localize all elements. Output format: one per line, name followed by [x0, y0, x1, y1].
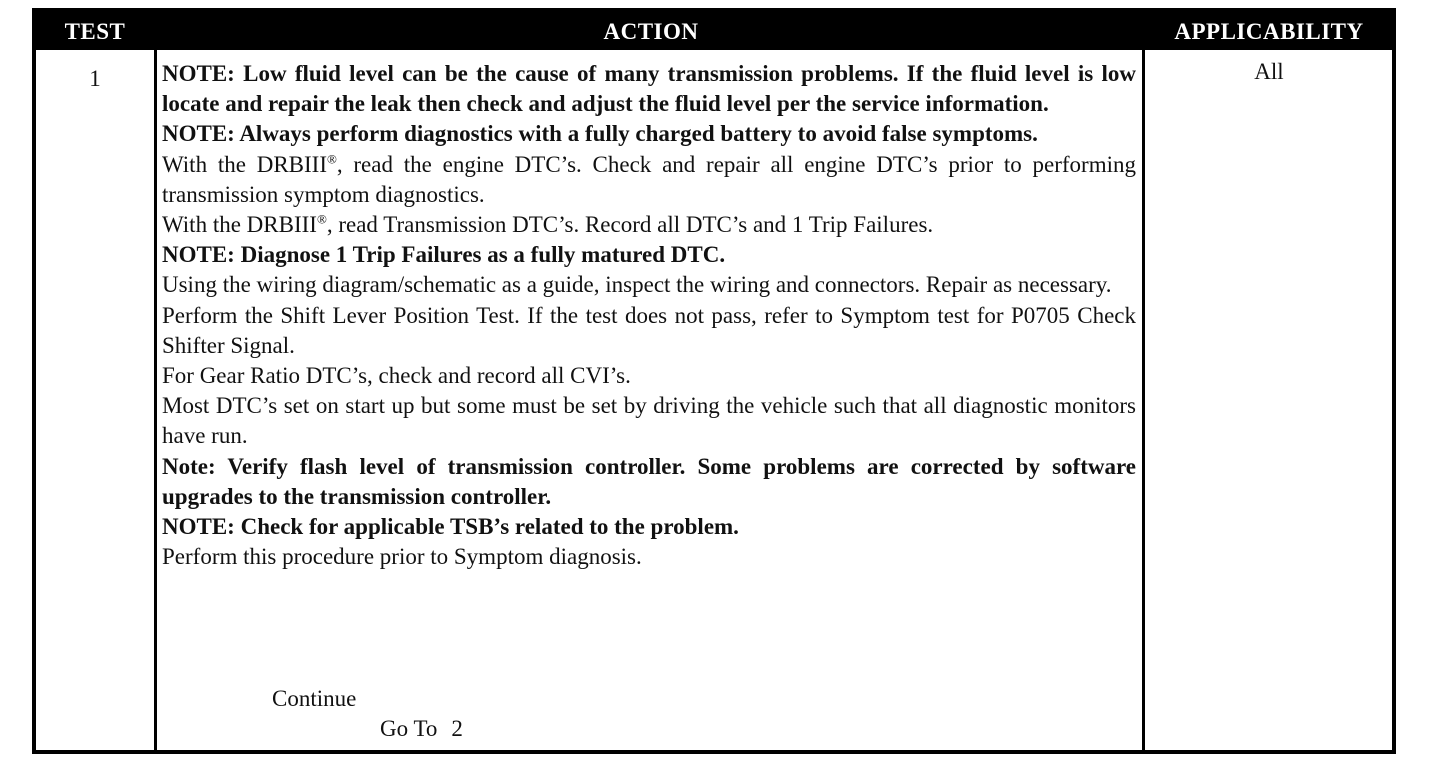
action-instructions [162, 59, 1136, 572]
applicability-value: All [1254, 59, 1284, 84]
action-paragraph-note: NOTE: Always perform diagnostics with a fully charged battery to avoid false symptoms. [162, 121, 1038, 147]
header-action: ACTION [603, 19, 699, 44]
action-paragraph-note: Note: Verify flash level of transmission controller. Some problems are corrected by software upgrades to the transmission controller. [162, 453, 1136, 509]
action-paragraph: With the DRBIII®, read the engine DTC’s. Check and repair all engine DTC’s prior to performing transmission symptom diagnostics. [162, 150, 1136, 207]
action-paragraph-note: NOTE: Diagnose 1 Trip Failures as a fully matured DTC. [162, 242, 726, 268]
column-divider-action-applicability [1142, 12, 1145, 750]
column-divider-test-action [154, 12, 157, 750]
goto-line [272, 714, 463, 744]
diagnostic-test-table [32, 8, 1396, 754]
action-paragraph: Using the wiring diagram/schematic as a guide, inspect the wiring and connectors. Repair as necessary. [162, 272, 1112, 298]
action-paragraph-note: NOTE: Check for applicable TSB’s related to the problem. [162, 514, 739, 540]
table-header-row [36, 12, 1392, 50]
test-number: 1 [89, 66, 101, 91]
action-paragraph: With the DRBIII®, read Transmission DTC’s. Record all DTC’s and 1 Trip Failures. [162, 211, 934, 238]
goto-target[interactable]: 2 [451, 716, 463, 741]
header-applicability: APPLICABILITY [1174, 19, 1364, 44]
action-paragraph: Perform this procedure prior to Symptom diagnosis. [162, 544, 642, 570]
action-paragraph: Most DTC’s set on start up but some must be set by driving the vehicle such that all diagnostic monitors have run. [162, 393, 1136, 449]
continue-block [272, 684, 463, 744]
goto-label: Go To [380, 716, 438, 741]
action-paragraph-note: NOTE: Low fluid level can be the cause of many transmission problems. If the fluid level is low locate and repair the leak then check and adjust the fluid level per the service information. [162, 61, 1136, 117]
action-paragraph: For Gear Ratio DTC’s, check and record all CVI’s. [162, 363, 631, 389]
continue-label: Continue [272, 686, 357, 711]
header-test: TEST [64, 19, 126, 44]
action-paragraph: Perform the Shift Lever Position Test. If the test does not pass, refer to Symptom test for P0705 Check Shifter Signal. [162, 302, 1136, 358]
